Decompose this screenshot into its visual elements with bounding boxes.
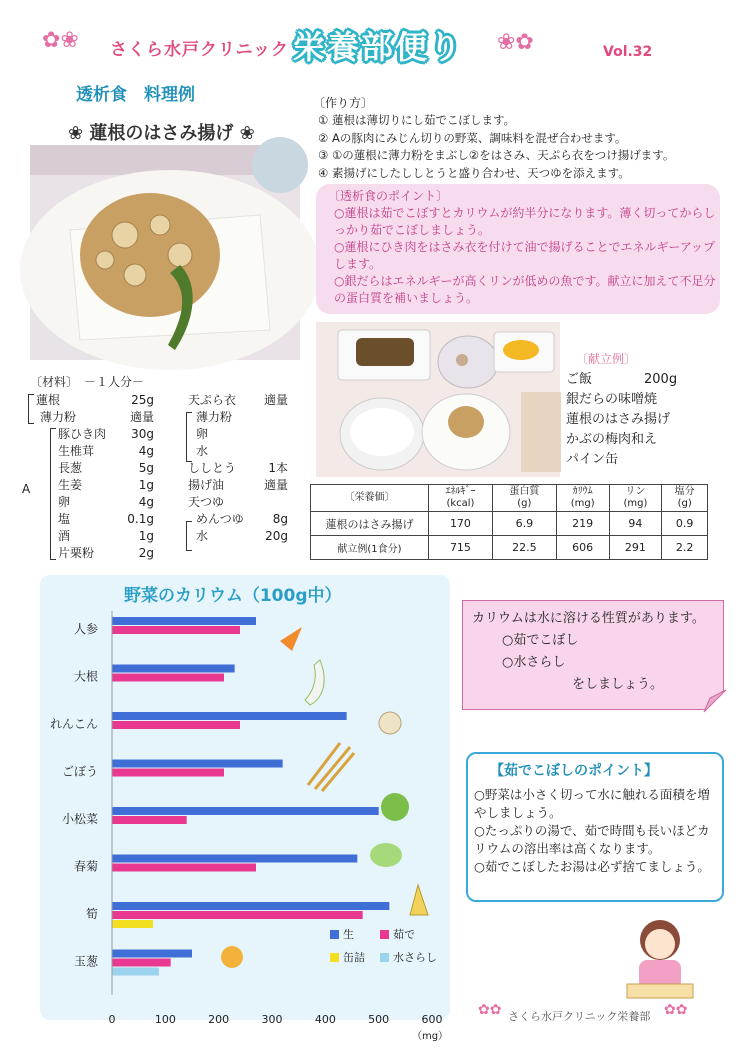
ingredient-row bbox=[188, 392, 288, 409]
table-header: リン (mg) bbox=[609, 485, 662, 512]
sakura-flower-icon: ✿✿ bbox=[664, 1002, 688, 1018]
ingredient-row bbox=[36, 545, 154, 562]
bar bbox=[112, 617, 256, 625]
table-cell: 蓮根のはさみ揚げ bbox=[311, 512, 429, 536]
menu-item-amount: 200g bbox=[644, 372, 678, 387]
ingredient-name: 天ぷら衣 bbox=[188, 393, 237, 407]
ingredient-amount: 5g bbox=[138, 461, 154, 475]
table-cell: 6.9 bbox=[492, 512, 556, 536]
ingredient-amount: 25g bbox=[131, 393, 154, 407]
volume-number: Vol.32 bbox=[603, 44, 653, 60]
table-header: 〔栄養価〕 bbox=[311, 485, 429, 512]
category-label: 人参 bbox=[73, 622, 98, 636]
ingredient-name: 長葱 bbox=[58, 461, 83, 475]
legend-label: 生 bbox=[343, 928, 354, 941]
menu-item-name: ご飯 bbox=[566, 372, 593, 387]
ingredient-row bbox=[36, 477, 154, 494]
bar bbox=[112, 807, 379, 815]
bar bbox=[112, 968, 159, 976]
ingredient-list-left bbox=[36, 392, 154, 562]
bar bbox=[112, 712, 347, 720]
bamboo-shoot-icon bbox=[410, 885, 428, 915]
legend-label: 水さらし bbox=[393, 951, 437, 964]
bar bbox=[112, 674, 224, 682]
method-step: ② Aの豚肉にみじん切りの野菜、調味料を混ぜ合わせます。 bbox=[318, 130, 627, 145]
legend-swatch bbox=[380, 930, 389, 939]
menu-item bbox=[566, 370, 677, 390]
ingredient-row bbox=[36, 511, 154, 528]
sakura-flower-icon: ✿✿ bbox=[478, 1002, 502, 1018]
bar bbox=[112, 902, 389, 910]
method-step: ③ ①の蓮根に薄力粉をまぶし②をはさみ、天ぷら衣をつけ揚げます。 bbox=[318, 148, 675, 162]
ingredient-row bbox=[36, 528, 154, 545]
menu-list bbox=[566, 370, 677, 470]
boiling-points-list bbox=[474, 786, 722, 876]
burdock-icon bbox=[308, 743, 354, 791]
dish-title: ❀ 蓮根のはさみ揚げ ❀ bbox=[68, 123, 255, 144]
chart-title: 野菜のカリウム（100g中） bbox=[124, 586, 342, 606]
table-cell: 22.5 bbox=[492, 536, 556, 560]
bar bbox=[112, 959, 171, 967]
komatsuna-icon bbox=[381, 793, 409, 821]
ingredient-name: ししとう bbox=[188, 461, 237, 475]
boiling-points-title: 【茹でこぼしのポイント】 bbox=[490, 763, 658, 779]
carrot-icon bbox=[280, 627, 302, 651]
legend-swatch bbox=[330, 953, 339, 962]
ingredient-name: 酒 bbox=[58, 529, 71, 543]
ingredient-row bbox=[188, 426, 288, 443]
method-step: ④ 素揚げにしたししとうと盛り合わせ、天つゆを添えます。 bbox=[318, 165, 630, 180]
table-cell: 170 bbox=[429, 512, 493, 536]
x-tick-label: 100 bbox=[154, 1013, 176, 1026]
menu-title: 〔献立例〕 bbox=[576, 352, 637, 366]
dish-photo bbox=[30, 145, 300, 360]
category-label: 小松菜 bbox=[61, 812, 98, 826]
ingredient-name: 揚げ油 bbox=[188, 478, 225, 492]
bar bbox=[112, 721, 240, 729]
table-cell: 291 bbox=[609, 536, 662, 560]
legend-label: 缶詰 bbox=[343, 951, 365, 964]
ingredient-row bbox=[36, 426, 154, 443]
ingredient-amount: 4g bbox=[138, 444, 154, 458]
potassium-chart bbox=[40, 575, 450, 1042]
bar bbox=[112, 665, 235, 673]
table-header: 塩分 (g) bbox=[662, 485, 708, 512]
sakura-flower-icon: ❀✿ bbox=[497, 30, 534, 55]
bar bbox=[112, 920, 153, 928]
x-tick-label: 600 bbox=[421, 1013, 443, 1026]
bar bbox=[112, 760, 283, 768]
ingredient-name: 豚ひき肉 bbox=[58, 427, 107, 441]
category-label: 大根 bbox=[73, 669, 98, 684]
table-cell: 606 bbox=[556, 536, 609, 560]
bar bbox=[112, 626, 240, 634]
table-row bbox=[311, 512, 708, 536]
potassium-note-line: ○茹でこぼし bbox=[502, 633, 579, 648]
onion-icon bbox=[221, 946, 243, 968]
x-tick-label: 200 bbox=[208, 1013, 230, 1026]
ingredient-name: 水 bbox=[196, 444, 209, 458]
ingredient-name: 天つゆ bbox=[188, 495, 225, 509]
menu-item: かぶの梅肉和え bbox=[566, 432, 658, 447]
category-label: 春菊 bbox=[73, 859, 98, 874]
table-header: ｶﾘｳﾑ (mg) bbox=[556, 485, 609, 512]
menu-item: パイン缶 bbox=[566, 452, 619, 467]
bar bbox=[112, 950, 192, 958]
ingredient-amount: 1g bbox=[138, 529, 154, 543]
boiling-point: ○野菜は小さく切って水に触れる面積を増やしましょう。 bbox=[474, 787, 710, 820]
ingredient-amount: 30g bbox=[131, 427, 154, 441]
table-cell: 2.2 bbox=[662, 536, 708, 560]
table-row bbox=[311, 536, 708, 560]
legend-label: 茹で bbox=[393, 928, 415, 941]
category-label: 筍 bbox=[85, 907, 98, 921]
potassium-note-line: をしましょう。 bbox=[572, 677, 664, 692]
cook-illustration bbox=[625, 912, 695, 1002]
shungiku-icon bbox=[370, 843, 402, 867]
table-header-row bbox=[311, 485, 708, 512]
table-cell: 715 bbox=[429, 536, 493, 560]
x-tick-label: 0 bbox=[108, 1013, 116, 1026]
category-label: ごぼう bbox=[61, 764, 98, 779]
ingredient-row bbox=[188, 511, 288, 528]
menu-item: 銀だらの味噌焼 bbox=[566, 392, 658, 407]
ingredient-amount: 20g bbox=[265, 529, 288, 543]
sakura-flower-icon: ✿❀ bbox=[42, 28, 79, 53]
table-cell: 献立例(1食分) bbox=[311, 536, 429, 560]
table-cell: 0.9 bbox=[662, 512, 708, 536]
ingredient-amount: 4g bbox=[138, 495, 154, 509]
category-label: れんこん bbox=[49, 717, 98, 731]
ingredient-row bbox=[188, 460, 288, 477]
x-tick-label: 300 bbox=[261, 1013, 283, 1026]
dialysis-point: ○銀だらはエネルギーが高くリンが低めの魚です。献立に加えて不足分の蛋白質を補いましょう。 bbox=[334, 274, 716, 305]
ingredient-list-right bbox=[188, 392, 288, 545]
ingredient-amount: 適量 bbox=[263, 478, 288, 492]
ingredient-row bbox=[188, 528, 288, 545]
group-label: A bbox=[22, 482, 31, 496]
menu-item: 蓮根のはさみ揚げ bbox=[566, 412, 671, 427]
nutrition-table bbox=[310, 484, 708, 560]
ingredient-row bbox=[36, 392, 154, 409]
ingredient-name: 生椎茸 bbox=[58, 444, 95, 458]
potassium-note-line: カリウムは水に溶ける性質があります。 bbox=[472, 611, 705, 626]
ingredient-amount: 1g bbox=[138, 478, 154, 492]
ingredient-amount: 適量 bbox=[129, 410, 154, 424]
ingredient-amount: 2g bbox=[138, 546, 154, 560]
bracket bbox=[28, 394, 34, 424]
dialysis-point: ○蓮根は茹でこぼすとカリウムが約半分になります。薄く切ってからしっかり茹でこぼしましょう。 bbox=[334, 206, 716, 237]
category-label: 玉葱 bbox=[73, 954, 98, 969]
clinic-name: さくら水戸クリニック bbox=[110, 40, 289, 60]
dialysis-point: ○蓮根にひき肉をはさみ衣を付けて油で揚げることでエネルギーアップします。 bbox=[334, 240, 716, 271]
table-cell: 94 bbox=[609, 512, 662, 536]
footer: さくら水戸クリニック栄養部 bbox=[508, 1010, 651, 1023]
ingredient-name: めんつゆ bbox=[196, 512, 244, 526]
ingredient-amount: 1本 bbox=[268, 461, 288, 475]
x-tick-label: 500 bbox=[368, 1013, 390, 1026]
ingredient-name: 片栗粉 bbox=[58, 546, 95, 560]
bar bbox=[112, 855, 357, 863]
method-title: 〔作り方〕 bbox=[313, 96, 374, 110]
ingredient-name: 卵 bbox=[196, 427, 209, 441]
ingredient-name: 水 bbox=[196, 529, 209, 543]
potassium-note bbox=[472, 608, 722, 696]
x-tick-label: 400 bbox=[314, 1013, 336, 1026]
ingredient-row bbox=[188, 409, 288, 426]
ingredient-amount: 0.1g bbox=[127, 512, 154, 526]
ingredient-row bbox=[36, 443, 154, 460]
section-title: 透析食 料理例 bbox=[76, 85, 195, 105]
bar bbox=[112, 769, 224, 777]
bar bbox=[112, 911, 363, 919]
ingredient-row bbox=[36, 460, 154, 477]
menu-photo bbox=[316, 322, 560, 477]
bar bbox=[112, 816, 187, 824]
table-header: ｴﾈﾙｷﾞｰ (kcal) bbox=[429, 485, 493, 512]
ingredient-name: 薄力粉 bbox=[40, 410, 77, 424]
ingredient-name: 薄力粉 bbox=[196, 410, 233, 424]
ingredient-name: 生姜 bbox=[58, 478, 83, 492]
ingredient-row bbox=[36, 494, 154, 511]
potassium-note-line: ○水さらし bbox=[502, 655, 566, 670]
newsletter-title: 栄養部便り bbox=[293, 28, 464, 66]
ingredient-row bbox=[188, 443, 288, 460]
bar bbox=[112, 864, 256, 872]
lotus-root-icon bbox=[379, 712, 401, 734]
dialysis-points-title: 〔透析食のポイント〕 bbox=[328, 189, 449, 203]
ingredient-amount: 適量 bbox=[263, 393, 288, 407]
ingredients-title: 〔材料〕 －１人分－ bbox=[30, 375, 145, 389]
ingredient-row bbox=[188, 494, 288, 511]
boiling-point: ○たっぷりの湯で、茹で時間も長いほどカリウムの溶出率は高くなります。 bbox=[474, 823, 710, 856]
daikon-icon bbox=[305, 660, 324, 705]
legend-swatch bbox=[380, 953, 389, 962]
ingredient-name: 卵 bbox=[58, 495, 71, 509]
boiling-point: ○茹でこぼしたお湯は必ず捨てましょう。 bbox=[474, 859, 710, 874]
table-cell: 219 bbox=[556, 512, 609, 536]
ingredient-amount: 8g bbox=[272, 512, 288, 526]
ingredient-row bbox=[188, 477, 288, 494]
x-unit-label: （mg） bbox=[411, 1031, 449, 1042]
method-steps bbox=[318, 112, 738, 182]
ingredient-row bbox=[36, 409, 154, 426]
ingredient-name: 蓮根 bbox=[36, 393, 61, 407]
ingredient-name: 塩 bbox=[58, 512, 71, 526]
dialysis-points-list bbox=[334, 205, 718, 307]
legend-swatch bbox=[330, 930, 339, 939]
method-step: ① 蓮根は薄切りにし茹でこぼします。 bbox=[318, 113, 516, 127]
table-header: 蛋白質 (g) bbox=[492, 485, 556, 512]
